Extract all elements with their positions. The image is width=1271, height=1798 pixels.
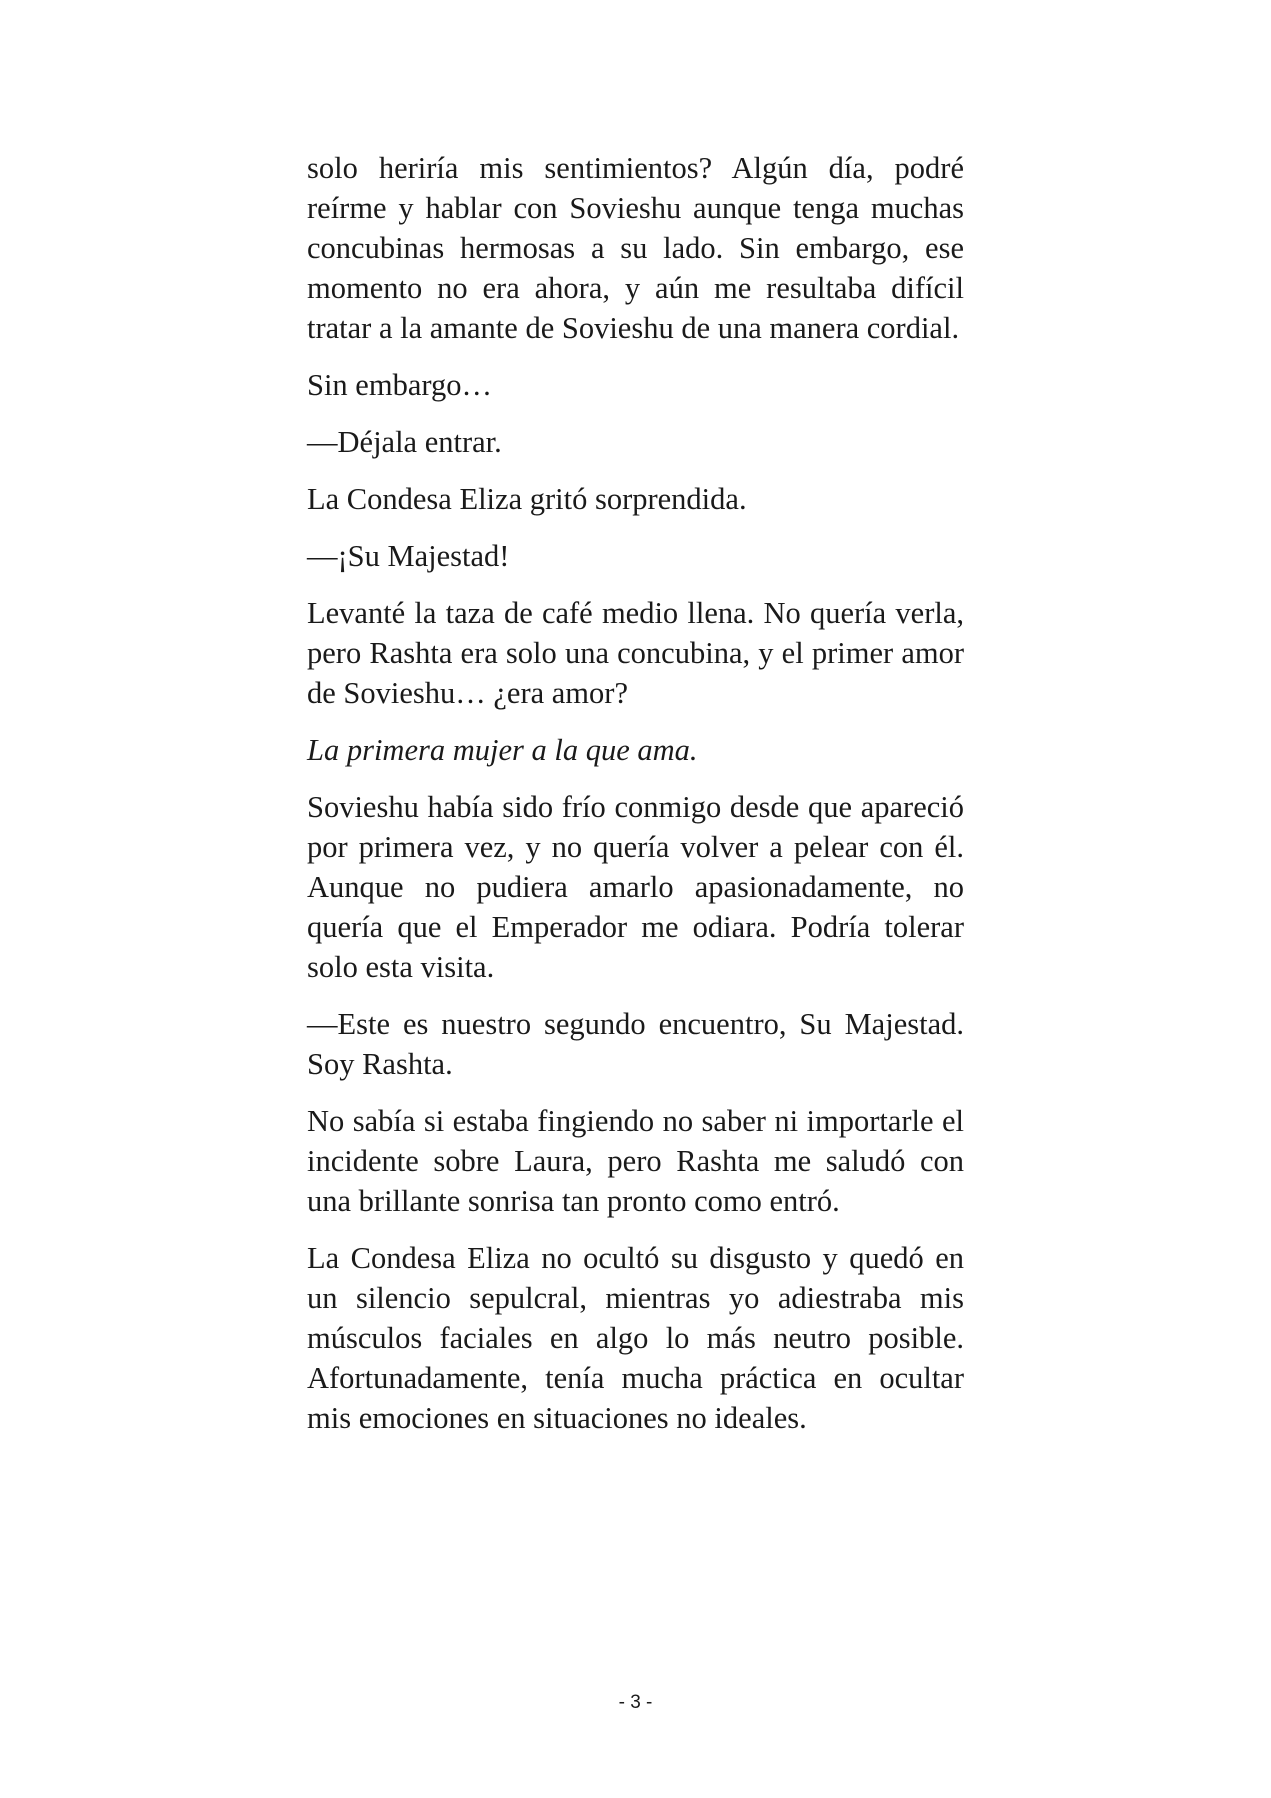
body-text xyxy=(307,148,964,1455)
dialogue-line: —¡Su Majestad! xyxy=(307,539,510,573)
paragraph: La Condesa Eliza gritó sorprendida. xyxy=(307,482,747,516)
page-number: - 3 - xyxy=(618,1692,653,1713)
paragraph: Levanté la taza de café medio llena. No quería verla, pero Rashta era solo una concubina, y el primer amor de Sovieshu… ¿era amor? xyxy=(307,596,964,710)
paragraph: solo heriría mis sentimientos? Algún día, podré reírme y hablar con Sovieshu aunque tenga muchas concubinas hermosas a su lado. Sin embargo, ese momento no era ahora, y aún me resultaba difícil tratar a la amante de Sovieshu de una manera cordial. xyxy=(307,151,964,345)
paragraph: Sin embargo… xyxy=(307,368,492,402)
paragraph: Sovieshu había sido frío conmigo desde que apareció por primera vez, y no quería volver a pelear con él. Aunque no pudiera amarlo apasionadamente, no quería que el Emperador me odiara. Podría tolerar solo esta visita. xyxy=(307,790,964,984)
dialogue-line: —Déjala entrar. xyxy=(307,425,502,459)
italic-thought: La primera mujer a la que ama. xyxy=(307,733,698,767)
dialogue-line: —Este es nuestro segundo encuentro, Su Majestad. Soy Rashta. xyxy=(307,1007,964,1081)
paragraph: No sabía si estaba fingiendo no saber ni importarle el incidente sobre Laura, pero Rashta me saludó con una brillante sonrisa tan pronto como entró. xyxy=(307,1104,964,1218)
paragraph: La Condesa Eliza no ocultó su disgusto y quedó en un silencio sepulcral, mientras yo adiestraba mis músculos faciales en algo lo más neutro posible. Afortunadamente, tenía mucha práctica en ocultar mis emociones en situaciones no ideales. xyxy=(307,1241,964,1435)
